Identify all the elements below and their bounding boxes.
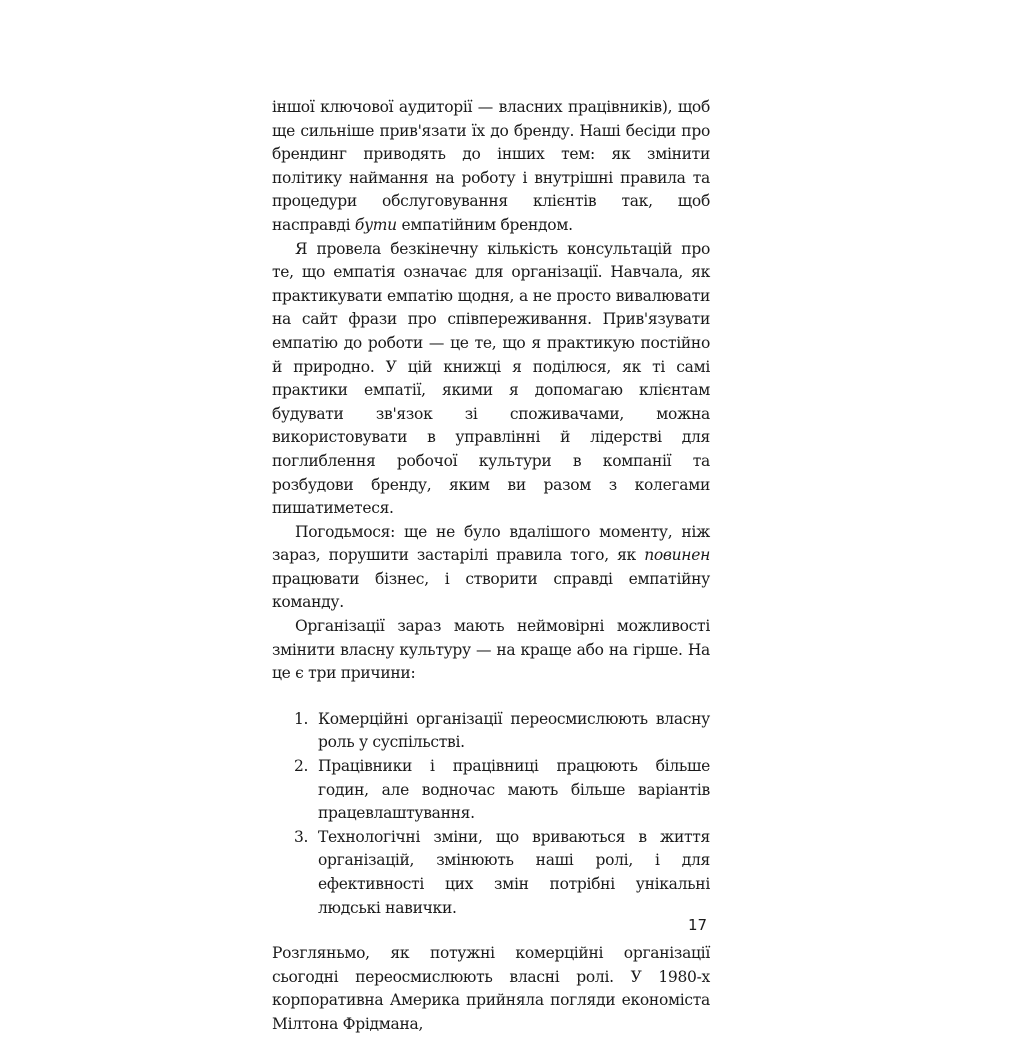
paragraph-2: Я провела безкінечну кількість консультацій про те, що емпатія означає для організації. Навчала, як практикувати емпатію щодня, а не просто вивалювати на сайт фрази про співпереживання. Прив'язувати емпатію до роботи — це те, що я практикую постійно й природно. У цій книжці я поділюся, як ті самі практики емпатії, якими я допомагаю клієнтам будувати зв'язок зі споживачами, можна використовувати в управлінні й лідерстві для поглиблення робочої культури в компанії та розбудови бренду, яким ви разом з колегами пишатиметеся. <box>272 239 710 518</box>
paragraph-3-tail: працювати бізнес, і створити справді емпатійну команду. <box>272 569 710 612</box>
paragraph-5: Розгляньмо, як потужні комерційні організації сьогодні переосмислюють власні ролі. У 1980-х корпоративна Америка прийняла погляди економіста Мілтона Фрідмана, <box>272 944 710 1033</box>
list-item <box>294 826 710 920</box>
list-item-number: 2. <box>294 757 309 776</box>
paragraph-1 <box>272 96 710 238</box>
paragraph-1-italic: бути <box>354 215 397 234</box>
paragraph-1-tail: емпатійним брендом. <box>396 215 573 234</box>
list-item-number: 1. <box>294 709 309 728</box>
paragraph-4: Організації зараз мають неймовірні можливості змінити власну культуру — на краще або на гірше. На це є три причини: <box>272 617 710 683</box>
paragraph-1-text: іншої ключової аудиторії — власних працівників), щоб ще сильніше прив'язати їх до бренду. Наші бесіди про брендинг приводять до інших тем: як змінити політику наймання на роботу і внутрішні правила та процедури обслуговування клієнтів так, щоб насправді <box>272 98 710 234</box>
list-item-text: Технологічні зміни, що вриваються в життя організацій, змінюють наші ролі, і для ефективності цих змін потрібні унікальні людські навички. <box>318 827 710 917</box>
page-number: 17 <box>688 916 708 934</box>
list-item <box>294 755 710 826</box>
book-page-text <box>272 96 710 1037</box>
paragraph-3 <box>272 521 710 615</box>
list-item-number: 3. <box>294 827 309 846</box>
list-item-text: Працівники і працівниці працюють більше годин, але водночас мають більше варіантів працевлаштування. <box>318 757 710 823</box>
list-item <box>294 708 710 755</box>
paragraph-3-text: Погодьмося: ще не було вдалішого моменту, ніж зараз, порушити застарілі правила того, як <box>272 522 710 565</box>
paragraph-3-italic: повинен <box>644 546 710 565</box>
list-item-text: Комерційні організації переосмислюють власну роль у суспільстві. <box>318 709 710 752</box>
reasons-list <box>294 708 710 920</box>
